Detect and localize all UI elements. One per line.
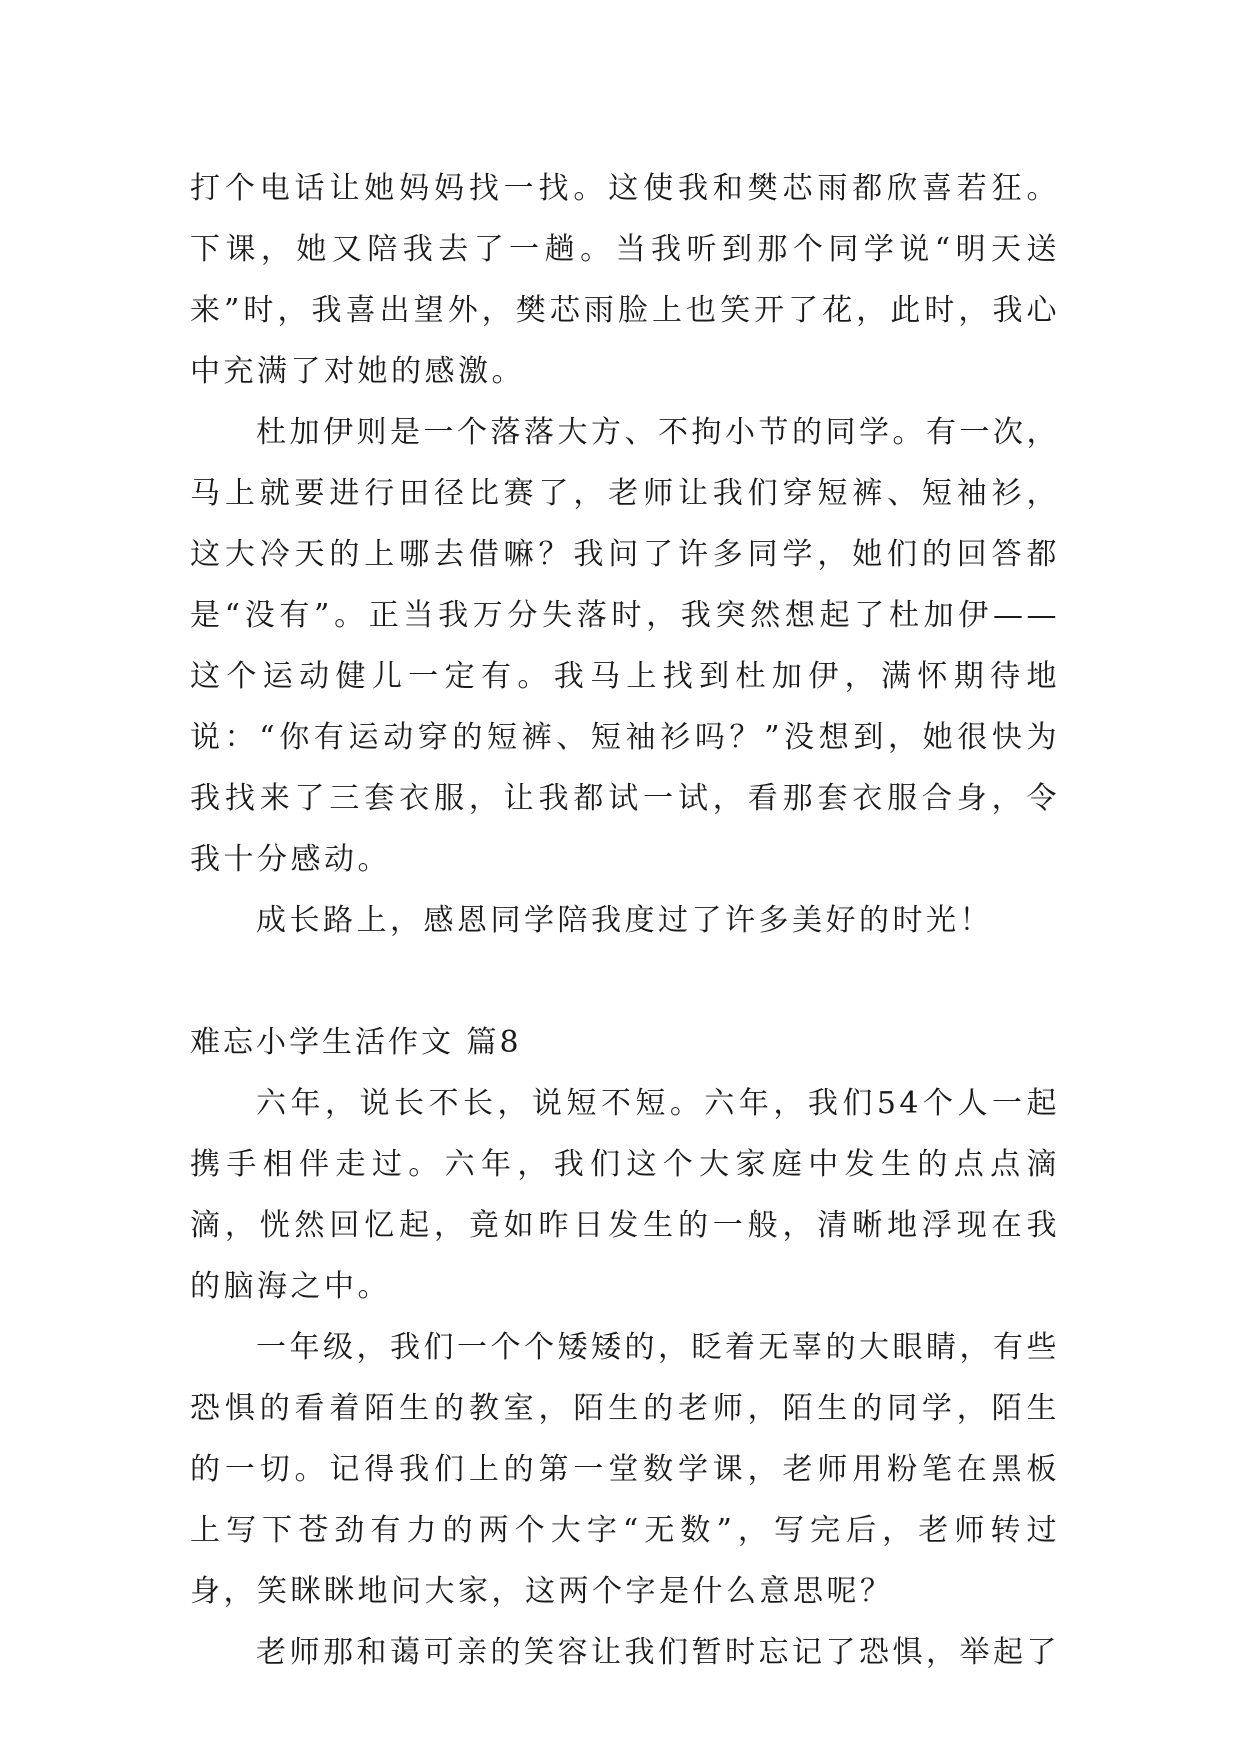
paragraph-first-grade: 一年级，我们一个个矮矮的，眨着无辜的大眼睛，有些恐惧的看着陌生的教室，陌生的老师，陌生的同学，陌生的一切。记得我们上的第一堂数学课，老师用粉笔在黑板上写下苍劲有力的两个大字“无数”，写完后，老师转过身，笑眯眯地问大家，这两个字是什么意思呢？ xyxy=(190,1330,1060,1609)
document-page xyxy=(190,158,1060,1683)
paragraph-dujiayi: 杜加伊则是一个落落大方、不拘小节的同学。有一次，马上就要进行田径比赛了，老师让我们穿短裤、短袖衫，这大冷天的上哪去借嘛？我问了许多同学，她们的回答都是“没有”。正当我万分失落时，我突然想起了杜加伊——这个运动健儿一定有。我马上找到杜加伊，满怀期待地说：“你有运动穿的短裤、短袖衫吗？”没想到，她很快为我找来了三套衣服，让我都试一试，看那套衣服合身，令我十分感动。 xyxy=(190,415,1060,877)
section-heading: 难忘小学生活作文 篇8 xyxy=(190,1025,522,1060)
paragraph-continuation: 打个电话让她妈妈找一找。这使我和樊芯雨都欣喜若狂。下课，她又陪我去了一趟。当我听到那个同学说“明天送来”时，我喜出望外，樊芯雨脸上也笑开了花，此时，我心中充满了对她的感激。 xyxy=(190,171,1060,389)
paragraph-six-years: 六年，说长不长，说短不短。六年，我们54个人一起携手相伴走过。六年，我们这个大家庭中发生的点点滴滴，恍然回忆起，竟如昨日发生的一般，清晰地浮现在我的脑海之中。 xyxy=(190,1086,1060,1304)
section-gap xyxy=(190,951,1060,1012)
paragraph-teacher-smile: 老师那和蔼可亲的笑容让我们暂时忘记了恐惧，举起了 xyxy=(256,1635,1060,1670)
paragraph-conclusion: 成长路上，感恩同学陪我度过了许多美好的时光！ xyxy=(256,903,993,938)
